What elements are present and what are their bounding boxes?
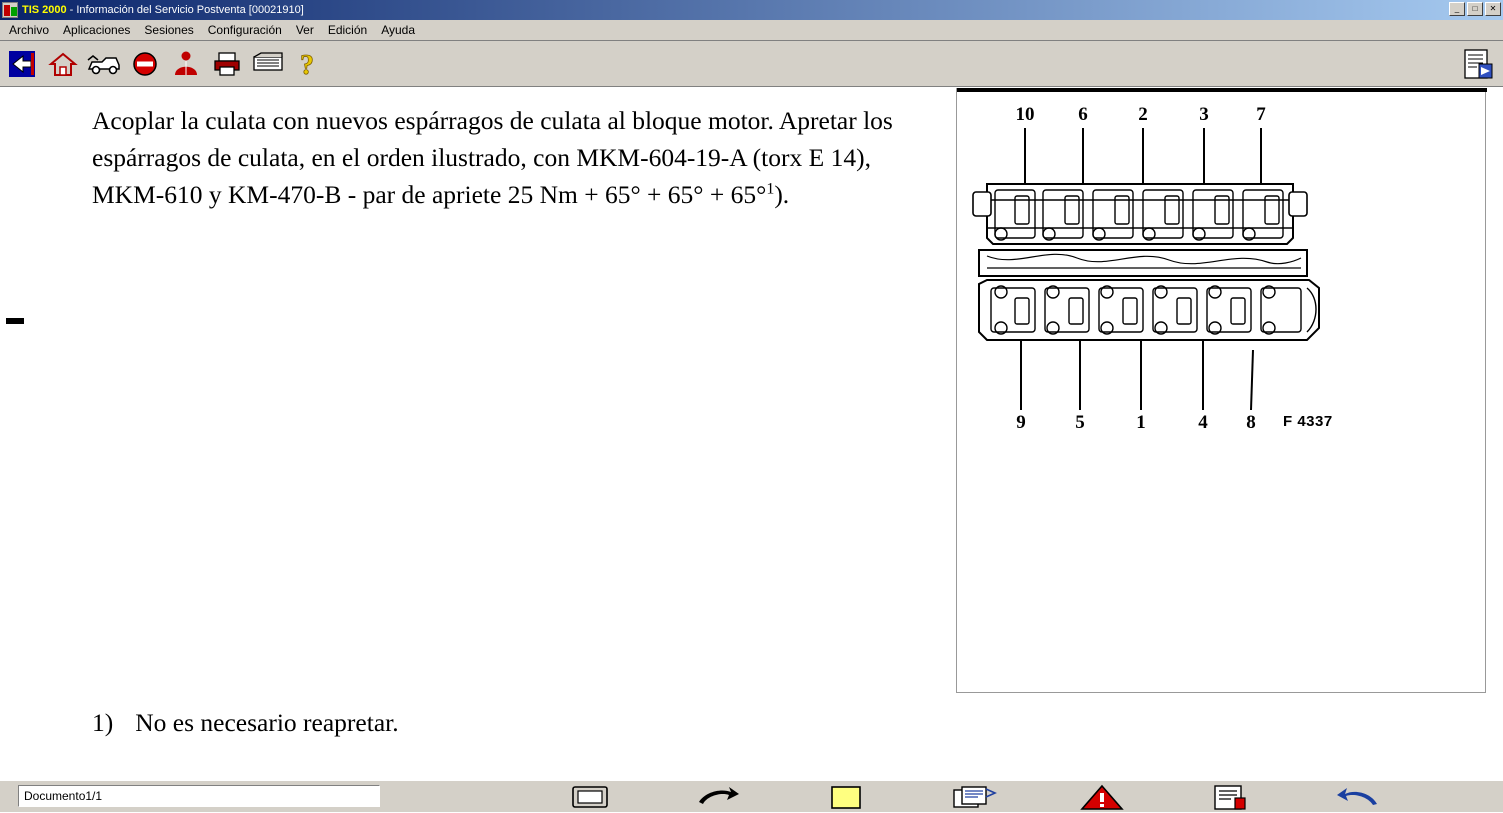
footnote-reference: 1	[766, 180, 775, 198]
footnote-number: 1)	[92, 708, 114, 737]
menubar	[0, 20, 1503, 41]
figure-code: F 4337	[1283, 413, 1333, 430]
screen-view-button[interactable]	[560, 781, 620, 813]
list-dash-marker	[6, 318, 24, 324]
warning-button[interactable]	[1072, 781, 1132, 813]
window-controls	[1449, 2, 1501, 16]
close-button[interactable]: ✕	[1485, 2, 1501, 16]
lead-label-top-5: 7	[1256, 104, 1266, 125]
lead-label-top-4: 3	[1199, 104, 1209, 125]
documents-button[interactable]	[944, 781, 1004, 813]
menu-ver[interactable]: Ver	[295, 23, 314, 37]
back-arrow-button[interactable]	[1328, 781, 1388, 813]
note-button[interactable]	[816, 781, 876, 813]
lead-label-bottom-1: 9	[1016, 412, 1026, 433]
menu-archivo[interactable]: Archivo	[9, 23, 50, 37]
footnote-text: No es necesario reapretar.	[135, 708, 399, 737]
menu-ayuda[interactable]: Ayuda	[381, 23, 415, 37]
vehicle-icon[interactable]	[85, 44, 123, 84]
menu-edicion[interactable]: Edición	[327, 23, 368, 37]
print-icon[interactable]	[208, 44, 246, 84]
minimize-button[interactable]: _	[1449, 2, 1465, 16]
lead-label-bottom-2: 5	[1075, 412, 1085, 433]
statusbar	[0, 780, 1503, 812]
report-button[interactable]	[1200, 781, 1260, 813]
svg-text:?: ?	[300, 49, 314, 79]
menu-configuracion[interactable]: Configuración	[207, 23, 282, 37]
document-paragraph-text: Acoplar la culata con nuevos espárragos de culata al bloque motor. Apretar los espárragos de culata, en el orden ilustrado, con MKM-604-19-A (torx E 14), MKM-610 y KM-470-B - par de apriete 25 Nm + 65° + 65° + 65°	[92, 106, 893, 209]
document-viewer[interactable]	[0, 88, 1503, 780]
bottom-toolbar	[560, 781, 1490, 813]
menu-sesiones[interactable]: Sesiones	[144, 23, 194, 37]
lead-label-bottom-4: 4	[1198, 412, 1208, 433]
document-paragraph-tail: ).	[774, 180, 790, 209]
lead-label-bottom-5: 8	[1246, 412, 1256, 433]
figure-panel	[956, 88, 1486, 693]
document-paragraph	[92, 102, 922, 213]
window-titlebar[interactable]	[0, 0, 1503, 20]
lead-label-top-2: 6	[1078, 104, 1088, 125]
maximize-button[interactable]: □	[1467, 2, 1483, 16]
next-arrow-button[interactable]	[688, 781, 748, 813]
cylinder-head-bolt-sequence-diagram	[957, 88, 1486, 692]
window-title-document: - Información del Servicio Postventa [00021910]	[69, 4, 304, 16]
home-icon[interactable]	[44, 44, 82, 84]
help-icon[interactable]	[290, 44, 328, 84]
footnote	[92, 708, 399, 738]
books-icon[interactable]	[249, 44, 287, 84]
tis-app-icon	[2, 2, 18, 18]
person-icon[interactable]	[167, 44, 205, 84]
cancel-icon[interactable]	[126, 44, 164, 84]
document-page-field[interactable]: Documento1/1	[18, 785, 380, 807]
window-title-app: TIS 2000	[22, 4, 67, 16]
lead-label-top-3: 2	[1138, 104, 1148, 125]
document-export-icon[interactable]	[1459, 44, 1497, 84]
lead-label-bottom-3: 1	[1136, 412, 1146, 433]
menu-aplicaciones[interactable]: Aplicaciones	[63, 23, 131, 37]
toolbar	[0, 41, 1503, 87]
lead-label-top-1: 10	[1015, 104, 1035, 125]
exit-icon[interactable]	[3, 44, 41, 84]
